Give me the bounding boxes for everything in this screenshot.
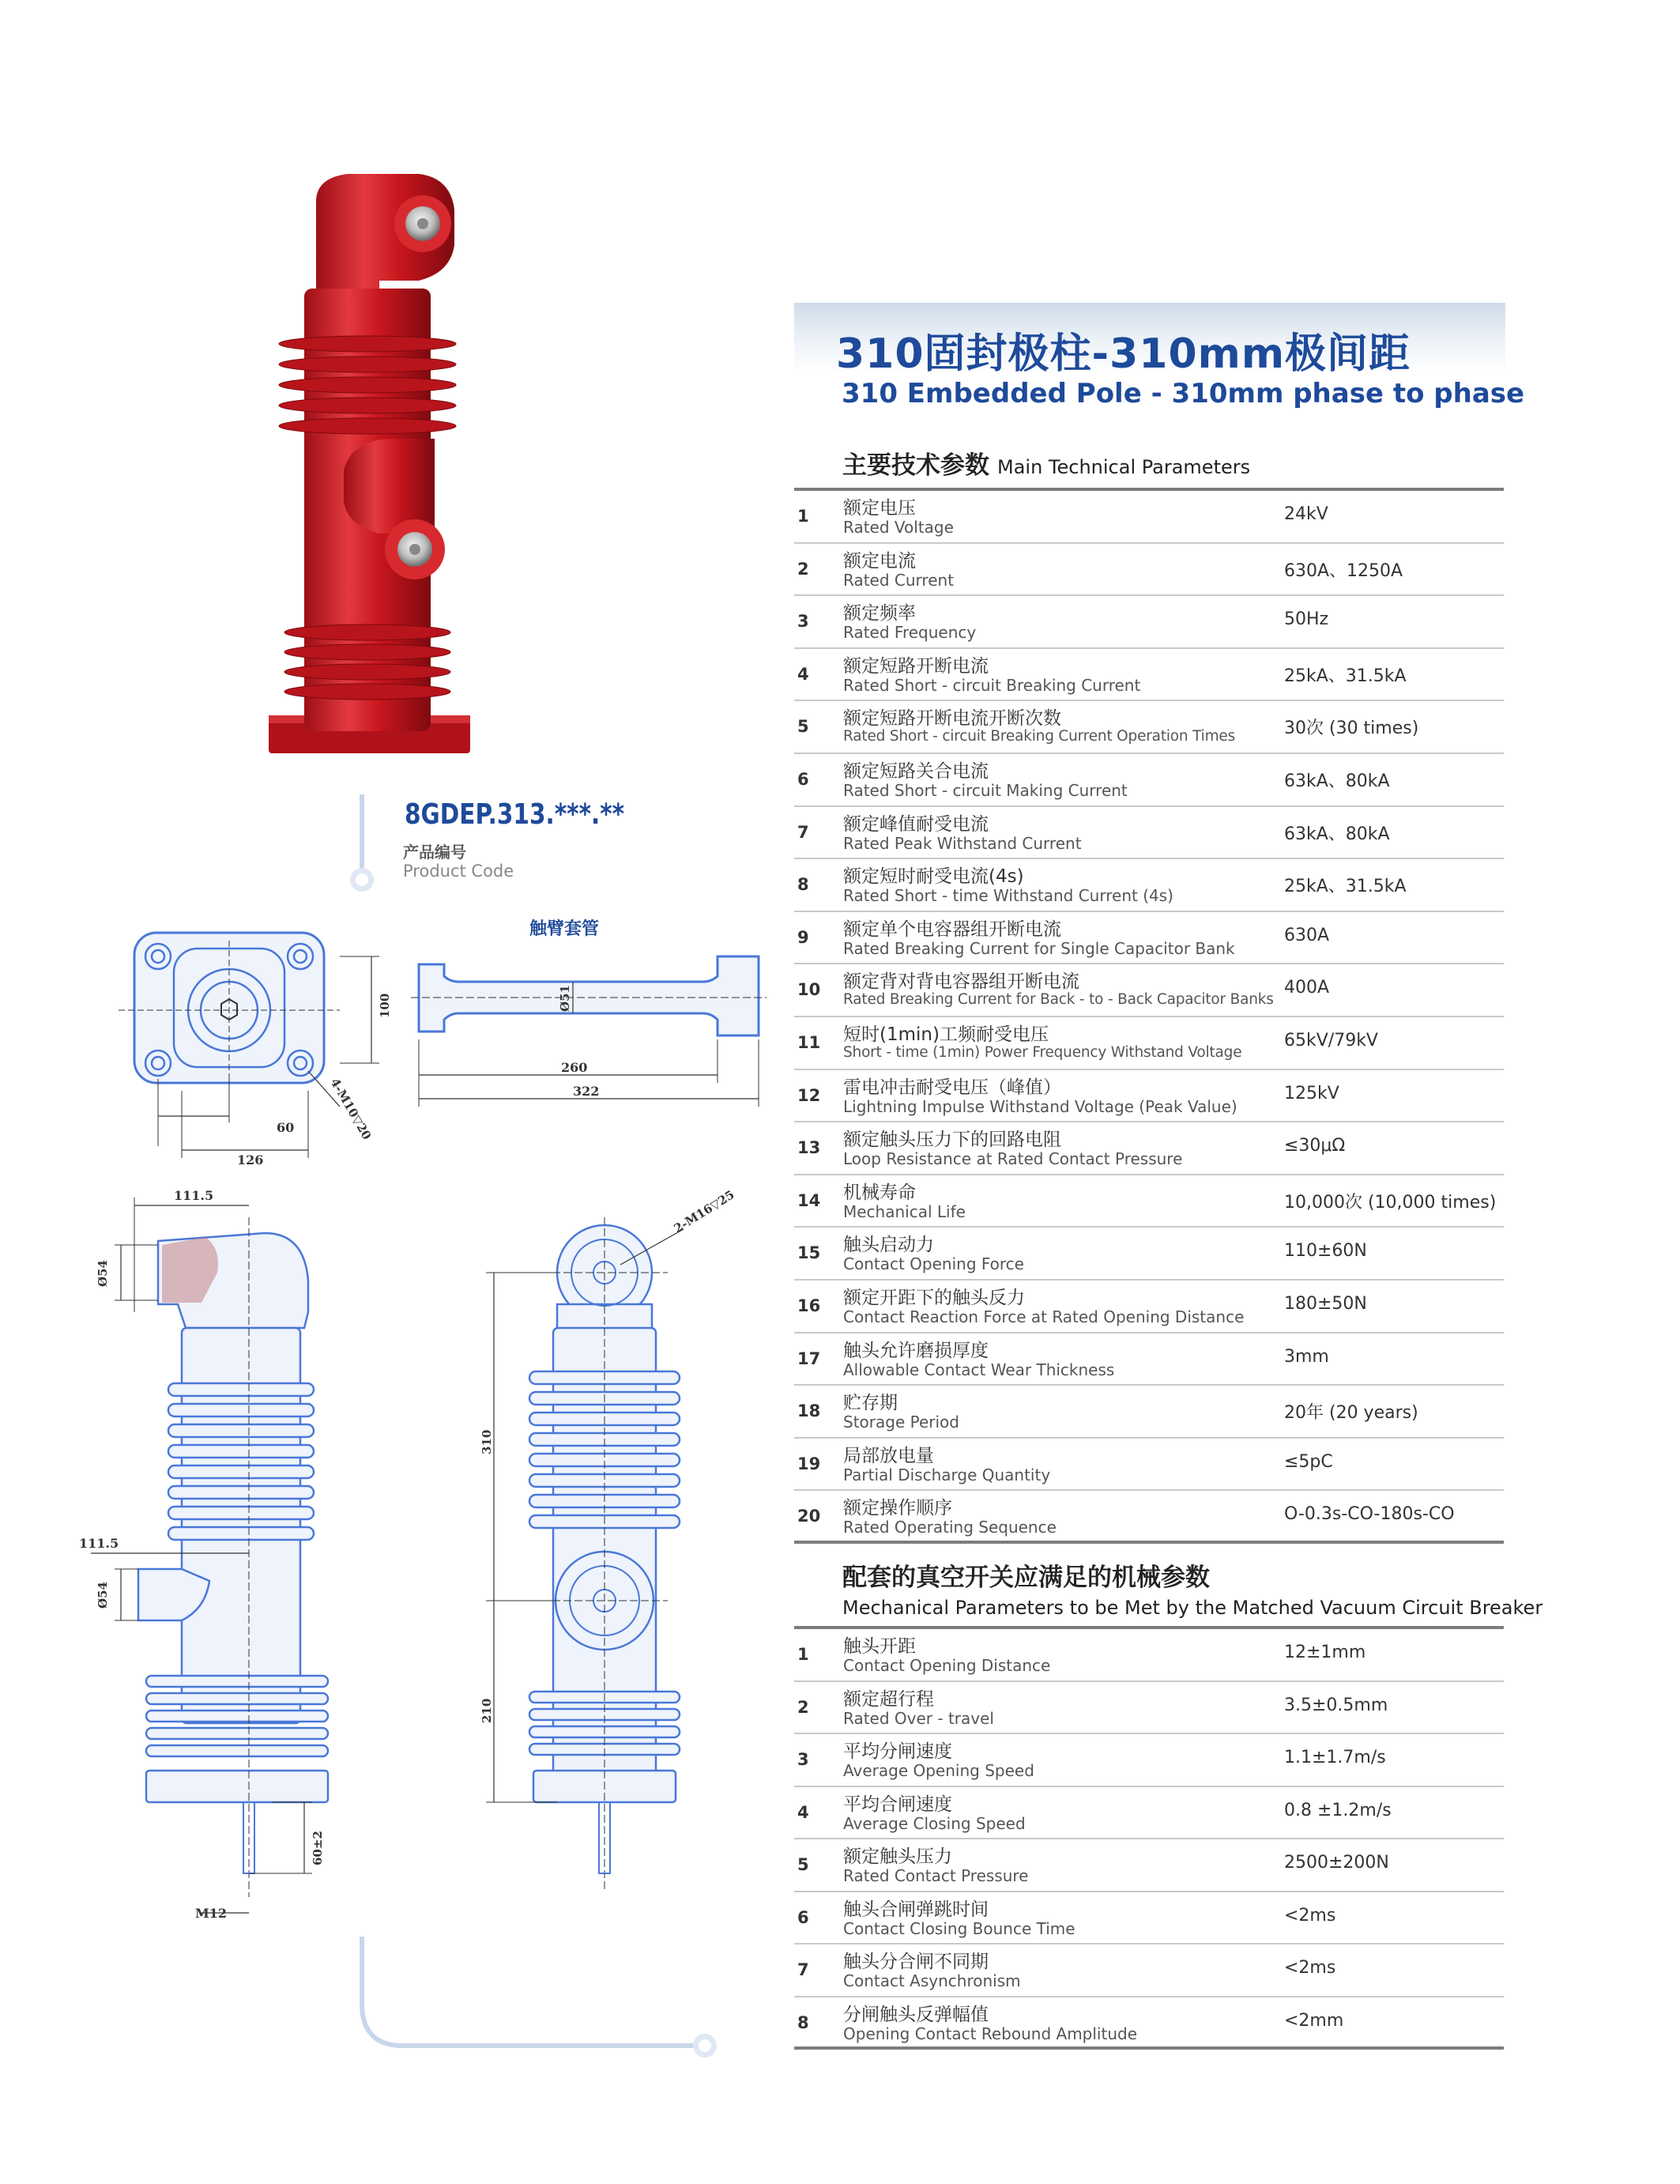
row-value: 2500±200N xyxy=(1284,1853,1389,1873)
row-number: 3 xyxy=(797,612,809,632)
row-label-en: Contact Opening Distance xyxy=(843,1656,1051,1675)
row-label-cn: 触头启动力 xyxy=(843,1235,934,1256)
row-number: 5 xyxy=(797,717,809,737)
row-number: 19 xyxy=(797,1454,821,1473)
row-number: 17 xyxy=(797,1348,821,1368)
table-row xyxy=(794,964,1504,1017)
row-value: <2mm xyxy=(1284,2010,1344,2031)
table-row xyxy=(794,1491,1504,1544)
main-params-heading-cn: 主要技术参数 xyxy=(842,451,989,480)
row-label-cn: 额定开距下的触头反力 xyxy=(843,1287,1025,1308)
row-label-cn: 平均分闸速度 xyxy=(843,1741,952,1762)
row-number: 8 xyxy=(797,875,809,895)
row-value: 25kA、31.5kA xyxy=(1284,877,1407,897)
row-value: 63kA、80kA xyxy=(1284,771,1390,791)
table-row xyxy=(794,701,1504,754)
row-number: 3 xyxy=(797,1750,809,1769)
row-number: 6 xyxy=(797,1907,809,1927)
svg-text:322: 322 xyxy=(573,1084,600,1099)
row-number: 1 xyxy=(797,1645,809,1664)
row-label-cn: 触头分合闸不同期 xyxy=(843,1952,989,1972)
mech-params-heading-cn: 配套的真空开关应满足的机械参数 xyxy=(842,1564,1210,1592)
svg-text:210: 210 xyxy=(480,1698,494,1723)
row-number: 11 xyxy=(797,1032,821,1052)
svg-text:260: 260 xyxy=(561,1060,588,1075)
row-value: 10,000次 (10,000 times) xyxy=(1284,1192,1497,1213)
row-number: 6 xyxy=(797,769,809,789)
svg-text:126: 126 xyxy=(237,1152,264,1167)
row-value: 63kA、80kA xyxy=(1284,824,1390,844)
row-value: 400A xyxy=(1284,978,1330,998)
table-row xyxy=(794,1892,1504,1945)
row-label-cn: 额定短路关合电流 xyxy=(843,760,989,782)
row-label-en: Opening Contact Rebound Amplitude xyxy=(843,2024,1138,2043)
product-photo xyxy=(261,170,482,786)
row-number: 4 xyxy=(797,1802,809,1822)
table-row xyxy=(794,1629,1504,1682)
row-label-en: Rated Current xyxy=(843,570,955,590)
row-label-cn: 额定短路开断电流开断次数 xyxy=(843,708,1061,730)
row-label-cn: 贮存期 xyxy=(843,1393,898,1414)
row-value: 3mm xyxy=(1284,1346,1329,1367)
row-value: 0.8 ±1.2m/s xyxy=(1284,1800,1392,1820)
row-label-en: Rated Peak Withstand Current xyxy=(843,833,1082,853)
svg-text:310: 310 xyxy=(480,1429,494,1454)
row-label-cn: 机械寿命 xyxy=(843,1182,916,1203)
row-label-en: Rated Over - travel xyxy=(843,1708,994,1728)
row-value: 25kA、31.5kA xyxy=(1284,666,1407,686)
svg-text:111.5: 111.5 xyxy=(174,1188,214,1203)
row-label-en: Contact Opening Force xyxy=(843,1254,1024,1274)
row-number: 18 xyxy=(797,1401,821,1421)
table-row xyxy=(794,649,1504,702)
code-connector-line xyxy=(348,794,379,897)
row-label-en: Short - time (1min) Power Frequency Withstand Voltage xyxy=(843,1043,1242,1061)
svg-text:60±2: 60±2 xyxy=(311,1831,325,1865)
row-number: 2 xyxy=(797,1697,809,1717)
row-label-en: Rated Breaking Current for Single Capacitor Bank xyxy=(843,938,1235,958)
row-value: 630A xyxy=(1284,925,1330,945)
row-value: 12±1mm xyxy=(1284,1643,1366,1662)
table-row xyxy=(794,1439,1504,1492)
row-number: 8 xyxy=(797,2012,809,2032)
table-row xyxy=(794,1281,1504,1333)
row-label-en: Rated Contact Pressure xyxy=(843,1866,1029,1885)
table-row xyxy=(794,1997,1504,2050)
row-number: 14 xyxy=(797,1190,821,1210)
row-value: 180±50N xyxy=(1284,1293,1367,1314)
mech-params-heading-en: Mechanical Parameters to be Met by the Matched Vacuum Circuit Breaker xyxy=(842,1597,1543,1619)
table-row xyxy=(794,1070,1504,1123)
row-label-en: Rated Short - circuit Breaking Current xyxy=(843,675,1141,695)
product-code: 8GDEP.313.***.** xyxy=(405,798,625,831)
main-params-heading xyxy=(842,445,1250,481)
table-row xyxy=(794,1734,1504,1787)
row-label-cn: 额定触头压力下的回路电阻 xyxy=(843,1130,1061,1151)
row-number: 7 xyxy=(797,1960,809,1979)
row-label-cn: 额定频率 xyxy=(843,603,916,624)
row-number: 13 xyxy=(797,1138,821,1158)
table-row xyxy=(794,807,1504,860)
table-row xyxy=(794,1122,1504,1175)
svg-text:60: 60 xyxy=(277,1120,295,1135)
technical-drawing-top xyxy=(79,909,774,1186)
product-code-label-en: Product Code xyxy=(403,862,514,881)
row-value: 65kV/79kV xyxy=(1284,1030,1378,1051)
table-row xyxy=(794,1839,1504,1892)
svg-text:100: 100 xyxy=(378,993,392,1018)
svg-text:Ø54: Ø54 xyxy=(96,1260,110,1287)
row-number: 20 xyxy=(797,1507,821,1526)
page-title-en: 310 Embedded Pole - 310mm phase to phase xyxy=(842,378,1525,409)
svg-text:4-M10▽20: 4-M10▽20 xyxy=(327,1076,375,1142)
row-label-cn: 额定单个电容器组开断电流 xyxy=(843,918,1061,940)
row-number: 1 xyxy=(797,507,809,526)
row-label-cn: 额定触头压力 xyxy=(843,1846,952,1867)
row-value: 1.1±1.7m/s xyxy=(1284,1748,1386,1767)
svg-text:Ø51: Ø51 xyxy=(558,985,572,1012)
row-label-en: Rated Breaking Current for Back - to - Back Capacitor Banks xyxy=(843,991,1274,1009)
table-row xyxy=(794,1386,1504,1439)
svg-text:2-M16▽25: 2-M16▽25 xyxy=(671,1187,737,1236)
row-label-cn: 触头开距 xyxy=(843,1636,916,1657)
row-label-en: Storage Period xyxy=(843,1413,959,1432)
row-value: ≤5pC xyxy=(1284,1451,1333,1472)
row-label-cn: 额定短时耐受电流(4s) xyxy=(843,866,1024,888)
row-label-en: Contact Closing Bounce Time xyxy=(843,1918,1075,1938)
row-label-cn: 额定电压 xyxy=(843,498,916,519)
product-code-label-cn: 产品编号 xyxy=(403,843,466,862)
row-label-en: Lightning Impulse Withstand Voltage (Peak Value) xyxy=(843,1096,1237,1116)
table-row xyxy=(794,1017,1504,1070)
row-number: 10 xyxy=(797,980,821,1000)
row-label-en: Partial Discharge Quantity xyxy=(843,1465,1051,1484)
table-row xyxy=(794,1228,1504,1281)
row-value: ≤30μΩ xyxy=(1284,1136,1346,1156)
main-params-table xyxy=(794,488,1504,1544)
row-label-en: Contact Asynchronism xyxy=(843,1971,1021,1990)
main-params-heading-en: Main Technical Parameters xyxy=(997,456,1251,478)
row-label-en: Rated Short - circuit Breaking Current Operation Times xyxy=(843,728,1236,745)
row-value: 24kV xyxy=(1284,504,1328,524)
row-label-cn: 短时(1min)工频耐受电压 xyxy=(843,1024,1049,1045)
row-label-en: Rated Operating Sequence xyxy=(843,1518,1057,1537)
row-number: 2 xyxy=(797,559,809,579)
row-value: <2ms xyxy=(1284,1958,1336,1978)
row-label-en: Contact Reaction Force at Rated Opening Distance xyxy=(843,1307,1245,1326)
row-label-cn: 触头合闸弹跳时间 xyxy=(843,1899,989,1920)
row-label-cn: 雷电冲击耐受电压（峰值） xyxy=(843,1077,1061,1098)
page-title-cn: 310固封极柱-310mm极间距 xyxy=(836,330,1411,378)
svg-text:111.5: 111.5 xyxy=(79,1536,119,1551)
row-label-cn: 局部放电量 xyxy=(843,1445,934,1466)
table-row xyxy=(794,491,1504,544)
row-value: 630A、1250A xyxy=(1284,560,1403,581)
row-value: 3.5±0.5mm xyxy=(1284,1695,1388,1715)
table-row xyxy=(794,544,1504,597)
drawing-bushing-title: 触臂套管 xyxy=(529,919,600,939)
row-value: 20年 (20 years) xyxy=(1284,1403,1418,1424)
row-value: 50Hz xyxy=(1284,609,1329,630)
row-label-cn: 额定峰值耐受电流 xyxy=(843,813,989,835)
row-label-cn: 额定操作顺序 xyxy=(843,1498,952,1519)
row-label-en: Rated Frequency xyxy=(843,623,977,643)
row-value: 30次 (30 times) xyxy=(1284,719,1419,739)
row-number: 5 xyxy=(797,1855,809,1874)
row-number: 4 xyxy=(797,664,809,684)
table-row xyxy=(794,912,1504,965)
row-value: 110±60N xyxy=(1284,1241,1367,1262)
row-number: 12 xyxy=(797,1085,821,1105)
row-number: 16 xyxy=(797,1296,821,1315)
row-label-en: Loop Resistance at Rated Contact Pressure xyxy=(843,1149,1183,1169)
table-row xyxy=(794,1682,1504,1735)
row-label-en: Rated Voltage xyxy=(843,518,954,537)
table-row xyxy=(794,1333,1504,1386)
technical-drawing-side xyxy=(67,1170,778,1937)
row-label-en: Allowable Contact Wear Thickness xyxy=(843,1360,1115,1379)
row-value: 125kV xyxy=(1284,1083,1339,1103)
row-value: O-0.3s-CO-180s-CO xyxy=(1284,1504,1455,1525)
row-number: 7 xyxy=(797,822,809,842)
svg-text:M12: M12 xyxy=(195,1906,227,1921)
row-value: <2ms xyxy=(1284,1905,1336,1926)
row-number: 9 xyxy=(797,927,809,947)
table-row xyxy=(794,596,1504,649)
table-row xyxy=(794,1787,1504,1840)
row-number: 15 xyxy=(797,1243,821,1263)
row-label-en: Rated Short - circuit Making Current xyxy=(843,780,1128,800)
row-label-cn: 额定短路开断电流 xyxy=(843,655,989,677)
table-row xyxy=(794,1944,1504,1997)
row-label-cn: 平均合闸速度 xyxy=(843,1794,952,1815)
table-row xyxy=(794,859,1504,912)
row-label-en: Average Closing Speed xyxy=(843,1813,1026,1833)
table-row xyxy=(794,754,1504,807)
svg-text:Ø54: Ø54 xyxy=(96,1582,110,1609)
row-label-cn: 额定背对背电容器组开断电流 xyxy=(843,971,1079,993)
row-label-en: Average Opening Speed xyxy=(843,1761,1034,1780)
table-row xyxy=(794,1175,1504,1228)
row-label-cn: 额定超行程 xyxy=(843,1688,934,1710)
row-label-en: Rated Short - time Withstand Current (4s) xyxy=(843,886,1173,906)
row-label-cn: 分闸触头反弹幅值 xyxy=(843,2004,989,2025)
row-label-cn: 触头允许磨损厚度 xyxy=(843,1340,989,1361)
mech-params-table xyxy=(794,1626,1504,2050)
row-label-cn: 额定电流 xyxy=(843,550,916,571)
decorative-bottom-connector xyxy=(348,1929,727,2063)
row-label-en: Mechanical Life xyxy=(843,1201,966,1221)
